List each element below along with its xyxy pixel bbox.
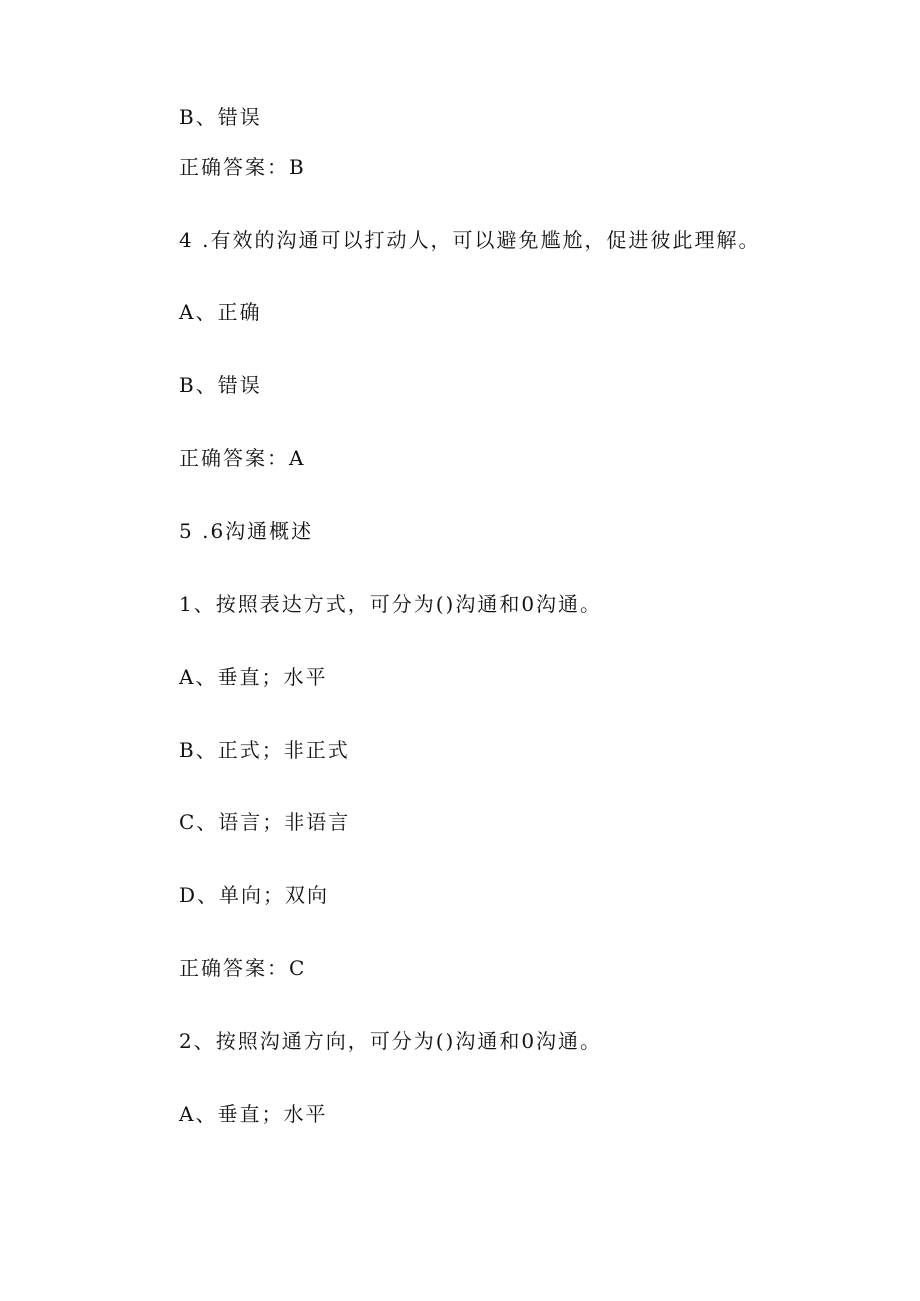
option-c-q1: C、语言；非语言 bbox=[179, 810, 351, 834]
answer-q1: 正确答案：C bbox=[179, 956, 307, 980]
question-2: 2、按照沟通方向，可分为()沟通和0沟通。 bbox=[179, 1029, 603, 1053]
option-a-q1: A、垂直；水平 bbox=[179, 665, 328, 689]
question-4: 4 .有效的沟通可以打动人，可以避免尴尬，促进彼此理解。 bbox=[179, 228, 761, 252]
option-b-q3: B、错误 bbox=[179, 105, 262, 129]
option-a-q2: A、垂直；水平 bbox=[179, 1102, 328, 1126]
option-b-q4: B、错误 bbox=[179, 373, 262, 397]
option-d-q1: D、单向；双向 bbox=[179, 883, 330, 907]
question-1: 1、按照表达方式，可分为()沟通和0沟通。 bbox=[179, 592, 603, 616]
option-b-q1: B、正式；非正式 bbox=[179, 738, 350, 762]
option-a-q4: A、正确 bbox=[179, 300, 262, 324]
section-heading: 5 .6沟通概述 bbox=[179, 519, 314, 543]
answer-q4: 正确答案：A bbox=[179, 446, 306, 470]
answer-q3: 正确答案：B bbox=[179, 155, 306, 179]
